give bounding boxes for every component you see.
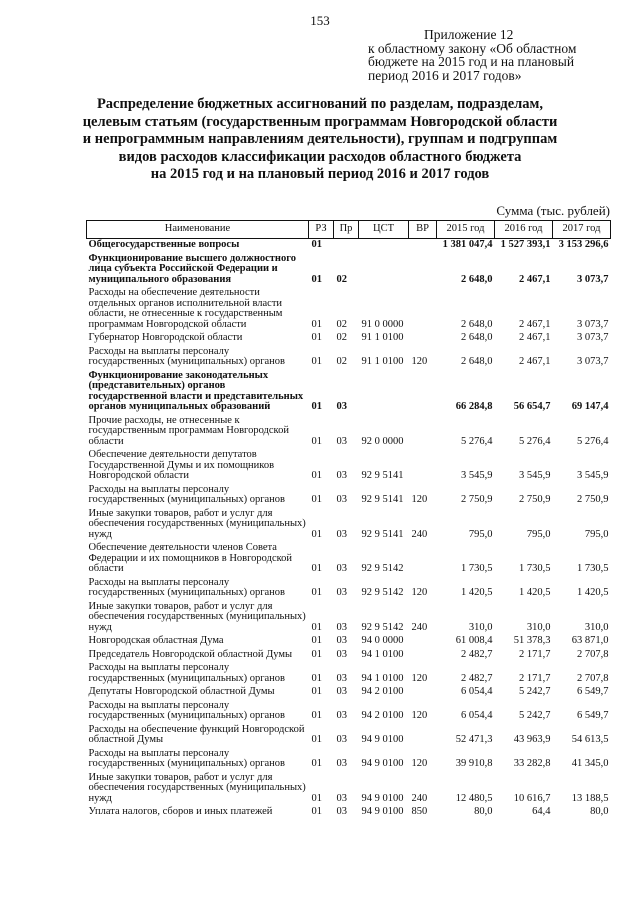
row-amount-2015: 2 750,9 (461, 494, 493, 505)
row-amount-2015: 1 420,5 (461, 587, 493, 598)
row-amount-2015: 6 054,4 (461, 686, 493, 697)
row-pr: 03 (336, 710, 347, 721)
row-amount-2016: 64,4 (532, 806, 551, 817)
title-line: Распределение бюджетных ассигнований по разделам, подразделам, (96, 96, 544, 112)
row-cst: 94 9 0100 (361, 758, 404, 769)
row-amount-2015: 2 648,0 (461, 273, 493, 285)
table-row (87, 370, 611, 415)
header-cst: ЦСТ (359, 221, 409, 239)
row-amount-2015: 2 648,0 (461, 318, 493, 330)
row-name: Расходы на выплаты персоналу государственных (муниципальных) органов (88, 576, 286, 598)
row-vr (409, 239, 437, 253)
row-rz: 01 (311, 470, 322, 481)
row-rz: 01 (311, 587, 322, 598)
row-amount-2017: 1 420,5 (577, 587, 609, 598)
title-line: на 2015 год и на плановый период 2016 и 2017 годов (150, 166, 490, 182)
row-amount-2017: 13 188,5 (571, 792, 609, 804)
row-name: Расходы на обеспечение деятельности отдельных органов исполнительной власти области, не отнесенные к государственным программам Новгородской области (88, 287, 283, 330)
row-vr: 120 (411, 710, 428, 721)
row-amount-2015: 795,0 (468, 528, 493, 540)
row-pr: 03 (336, 621, 347, 633)
row-pr: 03 (336, 792, 347, 804)
table-row (87, 748, 611, 772)
table-row (87, 700, 611, 724)
row-cst: 92 9 5142 (361, 563, 404, 574)
row-amount-2017: 41 345,0 (571, 758, 609, 769)
row-vr: 850 (411, 806, 428, 817)
row-amount-2015: 52 471,3 (455, 734, 493, 745)
row-vr: 240 (411, 621, 428, 633)
row-name: Расходы на выплаты персоналу государственных (муниципальных) органов (88, 662, 286, 684)
row-rz: 01 (311, 318, 322, 330)
table-row (87, 577, 611, 601)
row-rz: 01 (311, 356, 322, 367)
row-pr (334, 239, 359, 253)
row-name: Иные закупки товаров, работ и услуг для обеспечения государственных (муниципальных) нужд (88, 600, 306, 633)
table-row (87, 635, 611, 649)
row-amount-2017: 2 750,9 (577, 494, 609, 505)
row-amount-2015: 61 008,4 (455, 635, 493, 646)
row-vr (409, 649, 437, 663)
header-2015: 2015 год (437, 221, 495, 239)
appendix-line: к областному закону «Об областном (368, 40, 577, 56)
row-amount-2017: 795,0 (584, 528, 609, 540)
row-amount-2016: 2 467,1 (519, 356, 551, 367)
row-cst: 92 9 5141 (361, 528, 404, 540)
row-vr (409, 542, 437, 577)
row-pr: 03 (336, 672, 347, 684)
row-amount-2017: 5 276,4 (577, 435, 609, 447)
row-pr: 03 (336, 648, 347, 660)
row-vr: 120 (411, 758, 428, 769)
row-pr: 03 (336, 686, 347, 697)
row-cst: 91 0 0000 (361, 318, 404, 330)
budget-table (86, 220, 611, 820)
table-row (87, 415, 611, 450)
row-amount-2016: 310,0 (526, 621, 551, 633)
row-rz: 01 (311, 806, 322, 817)
row-rz: 01 (311, 273, 322, 285)
title-line: и непрограммным направлениям деятельности), группам и подгруппам (82, 131, 558, 147)
row-rz: 01 (311, 401, 322, 412)
row-amount-2017: 3 073,7 (577, 356, 609, 367)
row-amount-2015: 5 276,4 (461, 435, 493, 447)
row-cst: 94 2 0100 (361, 686, 404, 697)
row-vr (409, 253, 437, 288)
row-name: Функционирование высшего должностного лица субъекта Российской Федерации и муниципального образования (88, 252, 296, 285)
row-pr: 03 (336, 734, 347, 745)
row-pr: 02 (336, 318, 347, 330)
row-amount-2016: 5 242,7 (519, 686, 551, 697)
row-rz: 01 (311, 686, 322, 697)
row-amount-2016: 2 171,7 (519, 648, 551, 660)
table-row (87, 346, 611, 370)
row-name: Новгородская областная Дума (88, 635, 224, 646)
row-name: Председатель Новгородской областной Думы (88, 648, 293, 660)
row-amount-2017: 3 545,9 (577, 470, 609, 481)
table-row (87, 287, 611, 332)
row-vr: 240 (411, 792, 428, 804)
row-pr: 03 (336, 758, 347, 769)
row-amount-2016: 51 378,3 (513, 635, 551, 646)
row-name: Функционирование законодательных (представительных) органов государственной власти и представительных органов муниципальных образований (88, 369, 304, 412)
row-amount-2016: 5 242,7 (519, 710, 551, 721)
row-amount-2017: 310,0 (584, 621, 609, 633)
row-cst (359, 239, 409, 253)
table-row (87, 806, 611, 820)
row-cst: 92 9 5142 (361, 621, 404, 633)
table-row (87, 772, 611, 807)
row-vr: 240 (411, 528, 428, 540)
document-title (60, 96, 580, 184)
row-amount-2016: 1 730,5 (519, 563, 551, 574)
row-amount-2016: 56 654,7 (513, 401, 551, 412)
appendix-block (368, 28, 608, 82)
row-amount-2016: 5 276,4 (519, 435, 551, 447)
table-row (87, 449, 611, 484)
row-amount-2016: 10 616,7 (513, 792, 551, 804)
row-amount-2017: 6 549,7 (577, 686, 609, 697)
row-amount-2017: 63 871,0 (571, 635, 609, 646)
table-body (87, 239, 611, 820)
page-number: 153 (310, 13, 330, 28)
row-rz: 01 (311, 635, 322, 646)
row-pr: 03 (336, 587, 347, 598)
row-cst: 92 0 0000 (361, 435, 404, 447)
row-cst: 91 1 0100 (361, 356, 404, 367)
row-vr (409, 635, 437, 649)
row-cst: 94 1 0100 (361, 672, 404, 684)
row-cst: 92 9 5141 (361, 494, 404, 505)
header-2017: 2017 год (553, 221, 611, 239)
row-cst: 94 0 0000 (361, 635, 404, 646)
row-pr: 03 (336, 470, 347, 481)
row-pr: 03 (336, 528, 347, 540)
table-row (87, 601, 611, 636)
row-amount-2017: 3 153 296,6 (558, 239, 609, 250)
row-cst: 94 9 0100 (361, 806, 404, 817)
units-label: Сумма (тыс. рублей) (496, 203, 610, 218)
row-vr: 120 (411, 587, 428, 598)
row-amount-2017: 1 730,5 (577, 563, 609, 574)
row-amount-2017: 6 549,7 (577, 710, 609, 721)
table-row (87, 686, 611, 700)
row-vr (409, 686, 437, 700)
row-amount-2017: 3 073,7 (577, 318, 609, 330)
row-cst: 94 9 0100 (361, 734, 404, 745)
row-vr: 120 (411, 494, 428, 505)
row-vr (409, 724, 437, 748)
row-name: Расходы на выплаты персоналу государственных (муниципальных) органов (88, 699, 286, 721)
row-amount-2015: 2 482,7 (461, 648, 493, 660)
table-row (87, 724, 611, 748)
row-amount-2017: 2 707,8 (577, 648, 609, 660)
row-name: Депутаты Новгородской областной Думы (88, 686, 275, 697)
row-amount-2015: 2 648,0 (461, 332, 493, 343)
row-amount-2017: 3 073,7 (577, 332, 609, 343)
row-rz: 01 (311, 734, 322, 745)
title-line: видов расходов классификации расходов областного бюджета (118, 148, 522, 165)
row-amount-2016: 795,0 (526, 528, 551, 540)
row-amount-2016: 2 467,1 (519, 332, 551, 343)
row-amount-2016: 43 963,9 (513, 734, 551, 745)
row-cst (359, 370, 409, 415)
table-row (87, 253, 611, 288)
row-name: Губернатор Новгородской области (88, 332, 243, 343)
table-row (87, 649, 611, 663)
row-rz: 01 (311, 528, 322, 540)
header-2016: 2016 год (495, 221, 553, 239)
row-amount-2015: 3 545,9 (461, 470, 493, 481)
table-row (87, 542, 611, 577)
row-name: Расходы на выплаты персоналу государственных (муниципальных) органов (88, 747, 286, 769)
row-vr: 120 (411, 356, 428, 367)
row-cst: 91 1 0100 (361, 332, 404, 343)
row-amount-2015: 1 381 047,4 (442, 239, 493, 250)
table-row (87, 239, 611, 253)
row-name: Иные закупки товаров, работ и услуг для обеспечения государственных (муниципальных) нужд (88, 507, 306, 540)
row-vr (409, 287, 437, 332)
row-name: Обеспечение деятельности членов Совета Федерации и их помощников в Новгородской области (88, 542, 293, 574)
row-amount-2016: 2 171,7 (519, 672, 551, 684)
row-amount-2015: 1 730,5 (461, 563, 493, 574)
row-amount-2017: 2 707,8 (577, 672, 609, 684)
row-pr: 02 (336, 356, 347, 367)
row-name: Уплата налогов, сборов и иных платежей (88, 806, 273, 817)
table-row (87, 662, 611, 686)
row-amount-2016: 1 420,5 (519, 587, 551, 598)
title-line: целевым статьям (государственным программам Новгородской области (82, 113, 558, 130)
row-rz: 01 (311, 563, 322, 574)
header-rz: РЗ (309, 221, 334, 239)
row-vr (409, 449, 437, 484)
row-amount-2015: 6 054,4 (461, 710, 493, 721)
row-name: Расходы на выплаты персоналу государственных (муниципальных) органов (88, 483, 286, 505)
row-vr (409, 370, 437, 415)
row-cst: 94 1 0100 (361, 648, 404, 660)
row-rz: 01 (311, 710, 322, 721)
row-rz: 01 (311, 494, 322, 505)
row-name: Прочие расходы, не отнесенные к государственным программам Новгородской области (88, 414, 289, 447)
row-vr: 120 (411, 672, 428, 684)
header-name: Наименование (87, 221, 309, 239)
row-rz: 01 (311, 648, 322, 660)
row-rz: 01 (311, 792, 322, 804)
table-header-row (87, 221, 611, 239)
row-amount-2015: 2 482,7 (461, 672, 493, 684)
row-pr: 02 (336, 273, 347, 285)
row-pr: 03 (336, 435, 347, 447)
row-name: Обеспечение деятельности депутатов Государственной Думы и их помощников Новгородской области (88, 449, 275, 481)
row-rz: 01 (311, 435, 322, 447)
table-row (87, 484, 611, 508)
row-pr: 03 (336, 401, 347, 412)
table-row (87, 508, 611, 543)
row-rz: 01 (311, 672, 322, 684)
row-amount-2015: 2 648,0 (461, 356, 493, 367)
row-amount-2017: 54 613,5 (571, 734, 609, 745)
row-amount-2016: 2 750,9 (519, 494, 551, 505)
header-vr: ВР (409, 221, 437, 239)
row-amount-2017: 3 073,7 (577, 273, 609, 285)
row-rz: 01 (311, 621, 322, 633)
row-amount-2015: 80,0 (474, 806, 493, 817)
row-amount-2015: 66 284,8 (455, 401, 493, 412)
appendix-line: период 2016 и 2017 годов» (368, 67, 522, 83)
row-cst: 94 2 0100 (361, 710, 404, 721)
row-amount-2016: 3 545,9 (519, 470, 551, 481)
row-amount-2017: 69 147,4 (571, 401, 609, 412)
row-amount-2015: 310,0 (468, 621, 493, 633)
row-name: Расходы на выплаты персоналу государственных (муниципальных) органов (88, 345, 286, 367)
row-amount-2015: 39 910,8 (455, 758, 493, 769)
header-pr: Пр (334, 221, 359, 239)
row-vr (409, 332, 437, 346)
row-name: Расходы на обеспечение функций Новгородской областной Думы (88, 723, 305, 745)
row-vr (409, 415, 437, 450)
row-amount-2016: 33 282,8 (513, 758, 551, 769)
appendix-line: бюджете на 2015 год и на плановый (368, 54, 575, 69)
row-cst (359, 253, 409, 288)
row-name: Иные закупки товаров, работ и услуг для обеспечения государственных (муниципальных) нужд (88, 771, 306, 804)
row-amount-2015: 12 480,5 (455, 792, 493, 804)
appendix-title: Приложение 12 (424, 27, 514, 42)
row-pr: 03 (336, 494, 347, 505)
row-amount-2016: 2 467,1 (519, 318, 551, 330)
row-rz: 01 (311, 239, 322, 250)
row-rz: 01 (311, 332, 322, 343)
row-pr: 03 (336, 806, 347, 817)
row-cst: 92 9 5142 (361, 587, 404, 598)
row-rz: 01 (311, 758, 322, 769)
row-amount-2016: 1 527 393,1 (500, 239, 551, 250)
table-row (87, 332, 611, 346)
row-name: Общегосударственные вопросы (88, 239, 240, 250)
row-pr: 03 (336, 635, 347, 646)
row-amount-2017: 80,0 (590, 806, 609, 817)
row-cst: 94 9 0100 (361, 792, 404, 804)
row-amount-2016: 2 467,1 (519, 273, 551, 285)
row-pr: 02 (336, 332, 347, 343)
row-pr: 03 (336, 563, 347, 574)
row-cst: 92 9 5141 (361, 470, 404, 481)
